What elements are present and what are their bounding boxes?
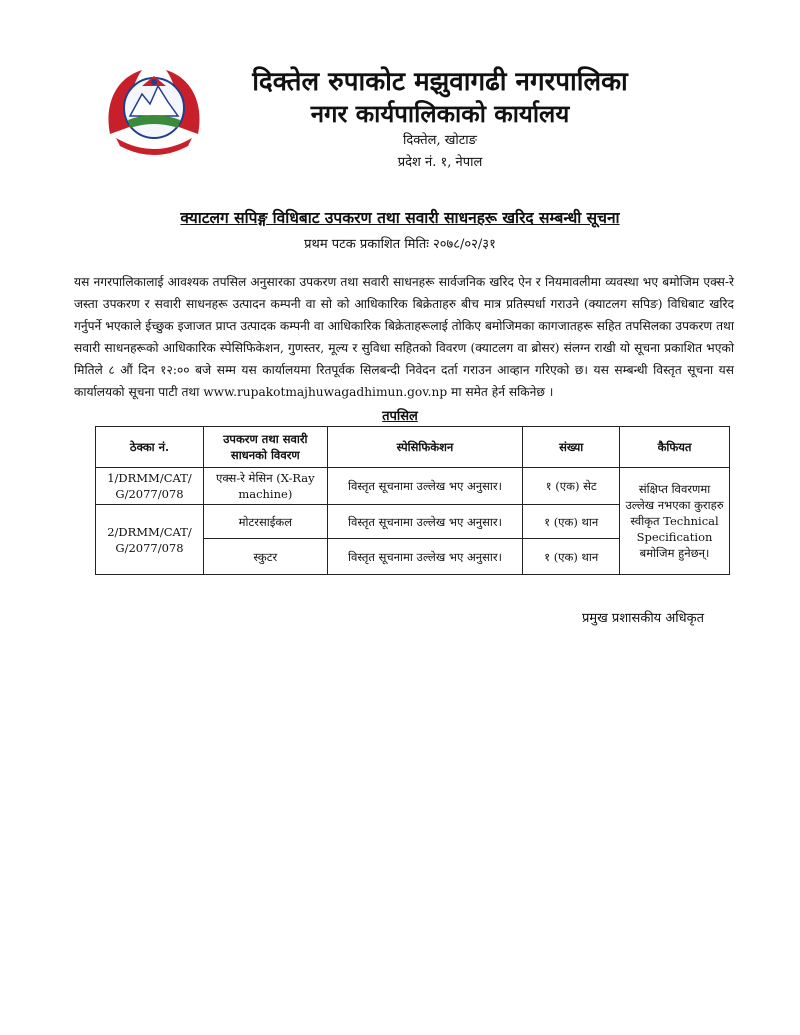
org-name: दिक्तेल रुपाकोट मझुवागढी नगरपालिका	[252, 67, 628, 97]
table-row	[96, 468, 730, 505]
cell-spec: विस्तृत सूचनामा उल्लेख भए अनुसार।	[327, 539, 523, 575]
cell-item: मोटरसाईकल	[203, 505, 327, 539]
cell-qty: १ (एक) थान	[523, 539, 620, 575]
tapsil-label: तपसिल	[382, 409, 418, 424]
header-remarks: कैफियत	[620, 427, 730, 468]
cell-spec: विस्तृत सूचनामा उल्लेख भए अनुसार।	[327, 468, 523, 505]
cell-contract: 1/DRMM/CAT/ G/2077/078	[96, 468, 204, 505]
procurement-table	[95, 426, 730, 575]
notice-body: यस नगरपालिकालाई आवश्यक तपसिल अनुसारका उपकरण तथा सवारी साधनहरू सार्वजनिक खरिद ऐन र नियमावलीमा व्यवस्था भए बमोजिम एक्स-रे जस्ता उपकरण र सवारी साधनहरू उत्पादन कम्पनी वा सो को आधिकारिक बिक्रेताहरु बीच मात्र प्रतिस्पर्धा गराउने (क्याटलग सपिङ) विधिबाट खरिद गर्नुपर्ने भएकाले ईच्छुक इजाजत प्राप्त उत्पादक कम्पनी वा आधिकारिक बिक्रेताहरूलाई तोकिए बमोजिमका कागजातहरू सहित तपसिलका उपकरण तथा सवारी साधनहरूको आधिकारिक स्पेसिफिकेशन, गुणस्तर, मूल्य र सुविधा सहितको विवरण (क्याटलग वा ब्रोसर) संलग्न राखी यो सूचना प्रकाशित भएको मितिले ८ औं दिन १२:०० बजे सम्म यस कार्यालयमा रितपूर्वक सिलबन्दी निवेदन दर्ता गराउन आव्हान गरिएको छ। यस सम्बन्धी विस्तृत सूचना यस कार्यालयको सूचना पाटी तथा www.rupakotmajhuwagadhimun.gov.np मा समेत हेर्न सकिनेछ ।	[74, 275, 734, 399]
header-spec: स्पेसिफिकेशन	[327, 427, 523, 468]
address-line2: प्रदेश नं. १, नेपाल	[397, 155, 483, 170]
published-date: प्रथम पटक प्रकाशित मितिः २०७८/०२/३१	[304, 237, 496, 252]
cell-qty: १ (एक) सेट	[523, 468, 620, 505]
header-contract: ठेक्का नं.	[96, 427, 204, 468]
table-header-row	[96, 427, 730, 468]
cell-qty: १ (एक) थान	[523, 505, 620, 539]
signature-title: प्रमुख प्रशासकीय अधिकृत	[582, 611, 705, 626]
notice-title: क्याटलग सपिङ्ग विधिबाट उपकरण तथा सवारी साधनहरू खरिद सम्बन्धी सूचना	[180, 209, 620, 227]
cell-contract: 2/DRMM/CAT/ G/2077/078	[96, 505, 204, 575]
cell-item: एक्स-रे मेसिन (X-Ray machine)	[203, 468, 327, 505]
office-name: नगर कार्यपालिकाको कार्यालय	[310, 100, 570, 128]
address-line1: दिक्तेल, खोटाङ	[403, 133, 477, 148]
cell-item: स्कुटर	[203, 539, 327, 575]
nepal-emblem-icon	[102, 64, 206, 160]
cell-spec: विस्तृत सूचनामा उल्लेख भए अनुसार।	[327, 505, 523, 539]
header-qty: संख्या	[523, 427, 620, 468]
letterhead	[210, 66, 670, 174]
header-item: उपकरण तथा सवारी साधनको विवरण	[203, 427, 327, 468]
cell-remarks: संक्षिप्त विवरणमा उल्लेख नभएका कुराहरु स्वीकृत Technical Specification बमोजिम हुनेछन्।	[620, 468, 730, 575]
